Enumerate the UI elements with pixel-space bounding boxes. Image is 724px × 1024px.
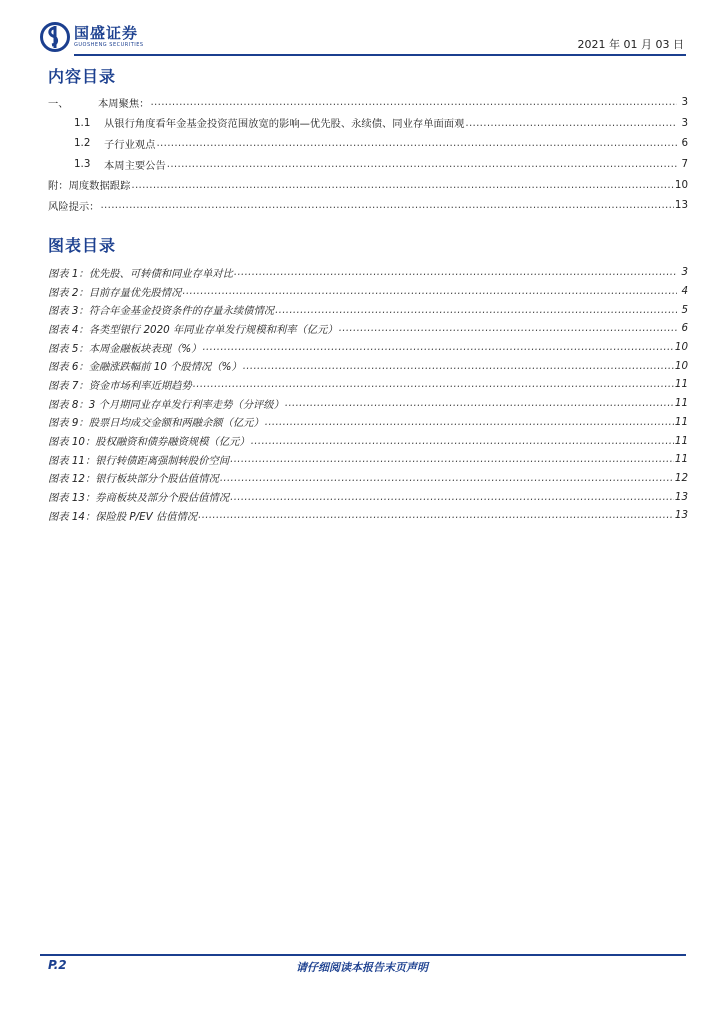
figure-entry-title: 图表 9：股票日均成交金额和两融余额（亿元） [48,417,264,430]
toc-entry-page: 3 [681,116,688,129]
figure-entry-page: 10 [674,341,688,354]
contents-title: 内容目录 [48,67,117,86]
figure-entry-page: 12 [674,471,688,484]
toc-entry-title: 附：周度数据跟踪 [48,180,131,193]
guosheng-logo-icon [40,22,70,52]
figure-entry-title: 图表 7：资金市场利率近期趋势 [48,379,192,392]
toc-leader-dots [465,117,677,129]
toc-leader-dots [131,179,674,191]
figures-title: 图表目录 [48,236,117,255]
page-number: P.2 [48,958,67,972]
figure-entry[interactable] [48,356,688,375]
figure-entry-page: 5 [681,303,688,316]
figure-entry[interactable] [48,394,688,413]
figure-entry-page: 3 [681,266,688,279]
figure-entry-page: 11 [674,453,688,466]
figure-entry-title: 图表 5：本周金融板块表现（%） [48,342,202,355]
toc-leader-dots [182,285,677,297]
figure-entry-page: 13 [674,509,688,522]
figure-entry[interactable] [48,469,688,488]
toc-entry-number: 1.1 [74,116,91,129]
footer-divider [40,954,686,956]
figure-entry-page: 10 [674,359,688,372]
toc-entry-title: 本周主要公告 [104,159,166,172]
figure-entry-page: 11 [674,378,688,391]
toc-leader-dots [156,137,677,149]
figure-entry[interactable] [48,450,688,469]
toc-leader-dots [193,378,674,390]
figure-entry-page: 11 [674,434,688,447]
brand-name-en: GUOSHENG SECURITIES [74,42,144,48]
figure-entry-title: 图表 4：各类型银行 2020 年同业存单发行规模和利率（亿元） [48,323,338,336]
toc-entry[interactable] [48,113,688,134]
figure-entry[interactable] [48,300,688,319]
toc-entry-title: 本周聚焦： [98,97,150,110]
toc-leader-dots [220,472,674,484]
toc-entry-number: 1.3 [74,158,91,171]
brand-logo [40,22,144,52]
brand-name-cn: 国盛证券 [74,24,139,42]
figure-entry-title: 图表 12：银行板块部分个股估值情况 [48,473,219,486]
figure-entry-title: 图表 13：券商板块及部分个股估值情况 [48,492,230,505]
toc-entry[interactable] [48,195,688,216]
toc-leader-dots [339,322,677,334]
contents-list [48,92,688,216]
toc-leader-dots [251,435,674,447]
figure-entry[interactable] [48,319,688,338]
figure-entry-page: 11 [674,415,688,428]
figure-entry-page: 13 [674,490,688,503]
figure-entry[interactable] [48,487,688,506]
figure-entry-page: 4 [681,285,688,298]
header-divider [74,54,686,56]
toc-leader-dots [167,158,677,170]
toc-leader-dots [275,304,677,316]
toc-entry-page: 10 [674,178,688,191]
toc-leader-dots [202,341,673,353]
report-date: 2021 年 01 月 03 日 [577,38,684,51]
figure-entry-title: 图表 1：优先股、可转债和同业存单对比 [48,267,233,280]
figure-entry-title: 图表 6：金融涨跌幅前 10 个股情况（%） [48,361,242,374]
toc-entry[interactable] [48,174,688,195]
toc-entry-page: 3 [681,96,688,109]
toc-entry[interactable] [48,92,688,113]
figure-entry[interactable] [48,263,688,282]
figures-list [48,263,688,525]
figure-entry-title: 图表 2：目前存量优先股情况 [48,286,182,299]
figure-entry-page: 6 [681,322,688,335]
toc-leader-dots [198,509,674,521]
toc-entry-page: 6 [681,137,688,150]
figure-entry-page: 11 [674,397,688,410]
toc-leader-dots [100,199,673,211]
toc-leader-dots [230,453,674,465]
figure-entry[interactable] [48,431,688,450]
figure-entry[interactable] [48,506,688,525]
toc-entry[interactable] [48,154,688,175]
toc-entry-title: 从银行角度看年金基金投资范围放宽的影响—优先股、永续债、同业存单面面观 [104,118,465,131]
figure-entry-title: 图表 3：符合年金基金投资条件的存量永续债情况 [48,305,275,318]
figure-entry-title: 图表 8：3 个月期同业存单发行利率走势（分评级） [48,398,284,411]
figure-entry-title: 图表 11：银行转债距离强制转股价空间 [48,454,230,467]
figure-entry-title: 图表 10：股权融资和债券融资规模（亿元） [48,436,250,449]
page-header [40,22,686,58]
toc-leader-dots [265,416,674,428]
toc-leader-dots [285,397,674,409]
toc-leader-dots [243,360,674,372]
figure-entry-title: 图表 14：保险股 P/EV 估值情况 [48,510,198,523]
figure-entry[interactable] [48,282,688,301]
toc-entry-title: 子行业观点 [104,138,156,151]
toc-entry-page: 13 [674,199,688,212]
figure-entry[interactable] [48,375,688,394]
toc-entry[interactable] [48,133,688,154]
toc-leader-dots [234,266,677,278]
toc-entry-title: 风险提示： [48,200,100,213]
toc-entry-number: 1.2 [74,137,91,150]
toc-entry-page: 7 [681,158,688,171]
toc-leader-dots [230,491,674,503]
toc-leader-dots [150,96,677,108]
toc-entry-number: 一、 [48,97,69,110]
disclaimer-note: 请仔细阅读本报告末页声明 [296,961,428,974]
figure-entry[interactable] [48,338,688,357]
figure-entry[interactable] [48,413,688,432]
